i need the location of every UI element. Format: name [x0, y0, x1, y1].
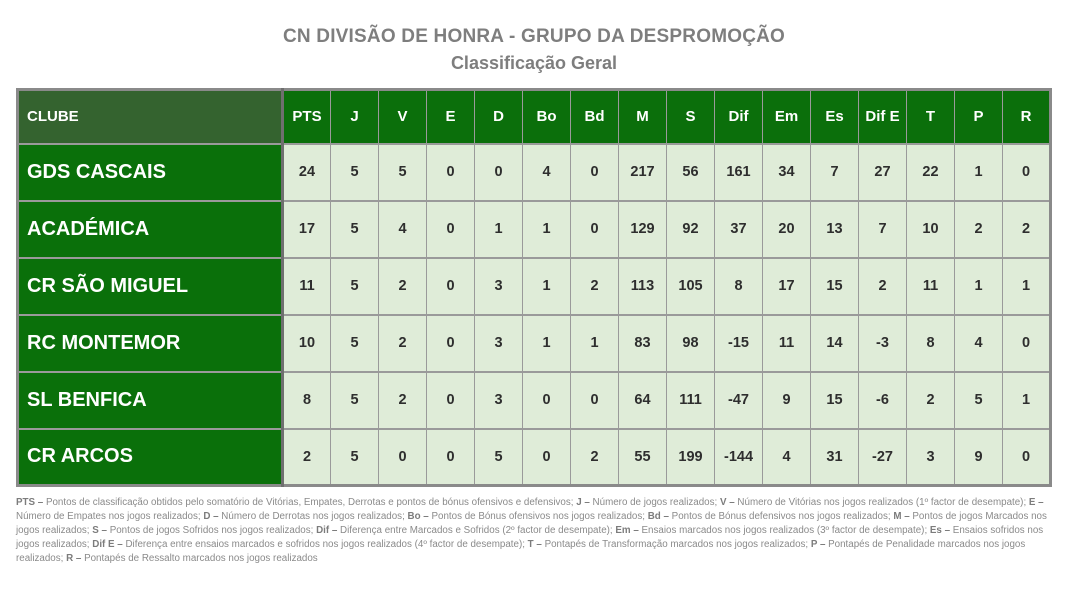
- cell-t: 3: [907, 429, 955, 486]
- cell-d: 3: [475, 258, 523, 315]
- standings-body: [18, 144, 1051, 486]
- column-header-pts: PTS: [283, 90, 331, 144]
- cell-s: 56: [667, 144, 715, 201]
- cell-bd: 2: [571, 258, 619, 315]
- cell-m: 55: [619, 429, 667, 486]
- cell-e: 0: [427, 144, 475, 201]
- legend-term: Em –: [615, 524, 642, 536]
- cell-em: 20: [763, 201, 811, 258]
- cell-j: 5: [331, 258, 379, 315]
- legend-term: Bo –: [407, 510, 432, 522]
- cell-d: 1: [475, 201, 523, 258]
- cell-pts: 24: [283, 144, 331, 201]
- cell-v: 0: [379, 429, 427, 486]
- cell-p: 9: [955, 429, 1003, 486]
- cell-pts: 2: [283, 429, 331, 486]
- table-header-row: [18, 90, 1051, 144]
- legend-term: J –: [576, 497, 593, 508]
- cell-t: 8: [907, 315, 955, 372]
- cell-p: 2: [955, 201, 1003, 258]
- cell-dif: 8: [715, 258, 763, 315]
- legend-term: Bd –: [647, 510, 672, 522]
- cell-bo: 0: [523, 429, 571, 486]
- club-name: ACADÉMICA: [18, 201, 283, 258]
- cell-dif: 161: [715, 144, 763, 201]
- cell-t: 2: [907, 372, 955, 429]
- cell-bo: 1: [523, 258, 571, 315]
- column-header-bd: Bd: [571, 90, 619, 144]
- cell-bo: 1: [523, 315, 571, 372]
- legend-term: T –: [527, 538, 545, 550]
- legend-term: PTS –: [16, 497, 46, 508]
- column-header-d: D: [475, 90, 523, 144]
- cell-bd: 0: [571, 144, 619, 201]
- column-header-dif: Dif: [715, 90, 763, 144]
- cell-t: 22: [907, 144, 955, 201]
- cell-p: 4: [955, 315, 1003, 372]
- cell-d: 3: [475, 315, 523, 372]
- cell-t: 11: [907, 258, 955, 315]
- cell-v: 4: [379, 201, 427, 258]
- legend-term: Dif –: [316, 524, 341, 536]
- column-header-m: M: [619, 90, 667, 144]
- cell-r: 0: [1003, 315, 1051, 372]
- cell-j: 5: [331, 201, 379, 258]
- cell-m: 129: [619, 201, 667, 258]
- cell-bd: 2: [571, 429, 619, 486]
- cell-j: 5: [331, 315, 379, 372]
- cell-dif: -15: [715, 315, 763, 372]
- club-name: SL BENFICA: [18, 372, 283, 429]
- legend-term: Es –: [929, 524, 953, 536]
- cell-bd: 1: [571, 315, 619, 372]
- column-header-j: J: [331, 90, 379, 144]
- cell-e: 0: [427, 258, 475, 315]
- club-name: GDS CASCAIS: [18, 144, 283, 201]
- column-header-v: V: [379, 90, 427, 144]
- column-header-em: Em: [763, 90, 811, 144]
- cell-dif-e: -3: [859, 315, 907, 372]
- cell-em: 11: [763, 315, 811, 372]
- cell-s: 105: [667, 258, 715, 315]
- cell-em: 17: [763, 258, 811, 315]
- cell-t: 10: [907, 201, 955, 258]
- cell-r: 2: [1003, 201, 1051, 258]
- cell-r: 0: [1003, 429, 1051, 486]
- column-header-es: Es: [811, 90, 859, 144]
- column-header-r: R: [1003, 90, 1051, 144]
- column-header-t: T: [907, 90, 955, 144]
- cell-e: 0: [427, 429, 475, 486]
- cell-em: 34: [763, 144, 811, 201]
- column-header-bo: Bo: [523, 90, 571, 144]
- cell-dif-e: -27: [859, 429, 907, 486]
- legend-text: PTS – Pontos de classificação obtidos pelo somatório de Vitórias, Empates, Derrotas e pontos de bónus ofensivos e defensivos; J – Número de jogos realizados; V – Número de Vitórias nos jogos realizados (1º factor de desempate); E – Número de Empates nos jogos realizados; D – Número de Derrotas nos jogos realizados; Bo – Pontos de Bónus ofensivos nos jogos realizados; Bd – Pontos de Bónus defensivos nos jogos realizados; M – Pontos de jogos Marcados nos jogos realizados; S – Pontos de jogos Sofridos nos jogos realizados; Dif – Diferença entre Marcados e Sofridos (2º factor de desempate); Em – Ensaios marcados nos jogos realizados (3º factor de desempate); Es – Ensaios sofridos nos jogos realizados; Dif E – Diferença entre ensaios marcados e sofridos nos jogos realizados (4º factor de desempate); T – Pontapés de Transformação marcados nos jogos realizados; P – Pontapés de Penalidade marcados nos jogos realizados; R – Pontapés de Ressalto marcados nos jogos realizados: [16, 497, 1047, 564]
- column-header-p: P: [955, 90, 1003, 144]
- cell-em: 9: [763, 372, 811, 429]
- cell-bd: 0: [571, 201, 619, 258]
- cell-r: 0: [1003, 144, 1051, 201]
- legend-term: M –: [893, 510, 913, 522]
- cell-dif: 37: [715, 201, 763, 258]
- cell-s: 199: [667, 429, 715, 486]
- cell-v: 5: [379, 144, 427, 201]
- legend-term: S –: [92, 524, 110, 536]
- cell-m: 83: [619, 315, 667, 372]
- cell-pts: 17: [283, 201, 331, 258]
- cell-bo: 4: [523, 144, 571, 201]
- cell-es: 7: [811, 144, 859, 201]
- cell-pts: 11: [283, 258, 331, 315]
- cell-s: 98: [667, 315, 715, 372]
- cell-dif: -47: [715, 372, 763, 429]
- cell-v: 2: [379, 372, 427, 429]
- cell-bd: 0: [571, 372, 619, 429]
- legend-term: Dif E –: [92, 538, 126, 550]
- table-row: [18, 144, 1051, 201]
- standings-table: [16, 88, 1052, 487]
- cell-r: 1: [1003, 372, 1051, 429]
- table-row: [18, 315, 1051, 372]
- cell-es: 13: [811, 201, 859, 258]
- column-header-clube: CLUBE: [18, 90, 283, 144]
- cell-p: 5: [955, 372, 1003, 429]
- cell-dif: -144: [715, 429, 763, 486]
- cell-j: 5: [331, 144, 379, 201]
- legend-term: P –: [810, 538, 829, 550]
- table-header: [18, 90, 1051, 144]
- cell-dif-e: 7: [859, 201, 907, 258]
- cell-bo: 0: [523, 372, 571, 429]
- cell-es: 15: [811, 258, 859, 315]
- cell-es: 31: [811, 429, 859, 486]
- cell-j: 5: [331, 429, 379, 486]
- cell-es: 15: [811, 372, 859, 429]
- table-row: [18, 201, 1051, 258]
- page-subtitle: Classificação Geral: [450, 53, 618, 73]
- cell-bo: 1: [523, 201, 571, 258]
- cell-p: 1: [955, 144, 1003, 201]
- cell-m: 217: [619, 144, 667, 201]
- cell-d: 0: [475, 144, 523, 201]
- table-row: [18, 429, 1051, 486]
- cell-d: 5: [475, 429, 523, 486]
- cell-v: 2: [379, 315, 427, 372]
- club-name: CR SÃO MIGUEL: [18, 258, 283, 315]
- club-name: CR ARCOS: [18, 429, 283, 486]
- column-header-s: S: [667, 90, 715, 144]
- cell-d: 3: [475, 372, 523, 429]
- cell-dif-e: 27: [859, 144, 907, 201]
- cell-v: 2: [379, 258, 427, 315]
- cell-em: 4: [763, 429, 811, 486]
- cell-s: 92: [667, 201, 715, 258]
- cell-dif-e: 2: [859, 258, 907, 315]
- cell-m: 113: [619, 258, 667, 315]
- legend-term: R –: [66, 552, 85, 564]
- page-title: CN DIVISÃO DE HONRA - GRUPO DA DESPROMOÇÃO: [282, 26, 786, 47]
- cell-j: 5: [331, 372, 379, 429]
- column-header-dif-e: Dif E: [859, 90, 907, 144]
- cell-p: 1: [955, 258, 1003, 315]
- cell-dif-e: -6: [859, 372, 907, 429]
- cell-m: 64: [619, 372, 667, 429]
- legend-term: V –: [719, 497, 738, 508]
- club-name: RC MONTEMOR: [18, 315, 283, 372]
- column-header-e: E: [427, 90, 475, 144]
- cell-e: 0: [427, 372, 475, 429]
- table-row: [18, 372, 1051, 429]
- cell-pts: 8: [283, 372, 331, 429]
- legend-term: D –: [203, 510, 222, 522]
- cell-es: 14: [811, 315, 859, 372]
- legend-term: E –: [1028, 497, 1044, 508]
- cell-e: 0: [427, 315, 475, 372]
- cell-pts: 10: [283, 315, 331, 372]
- cell-r: 1: [1003, 258, 1051, 315]
- table-row: [18, 258, 1051, 315]
- cell-e: 0: [427, 201, 475, 258]
- cell-s: 111: [667, 372, 715, 429]
